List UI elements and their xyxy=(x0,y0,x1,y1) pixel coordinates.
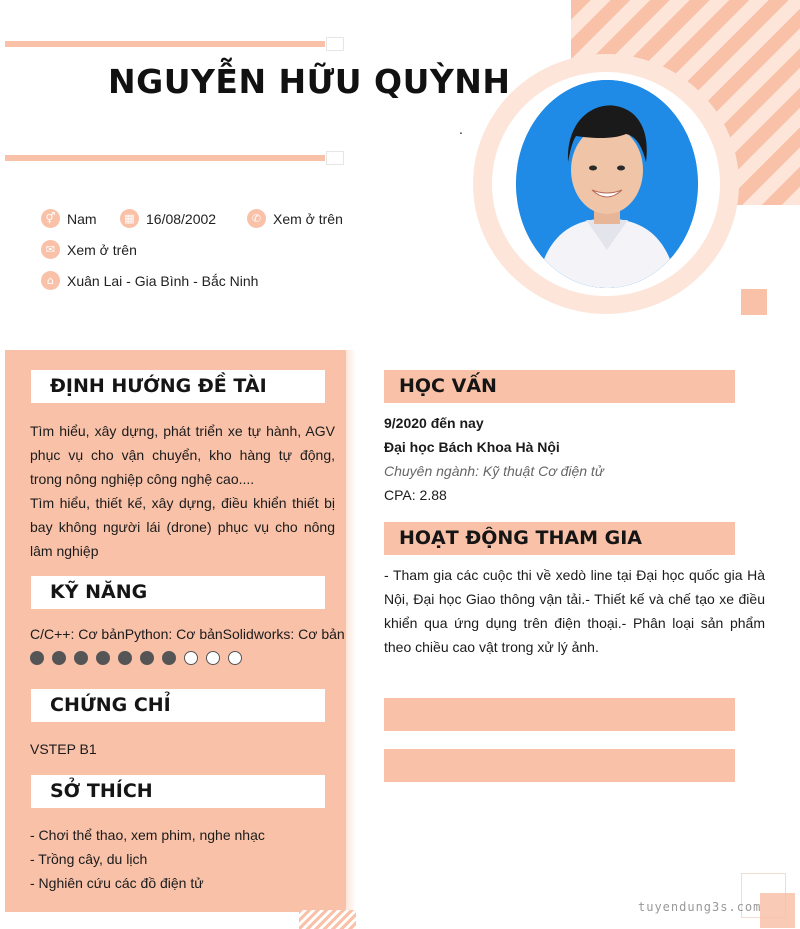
profile-photo xyxy=(516,80,698,288)
orientation-text: Tìm hiểu, xây dựng, phát triển xe tự hành, AGV phục vụ cho vận chuyển, kho hàng tự động, trong nông nghiệp công nghệ cao.... Tìm hiểu, thiết kế, xây dựng, điều khiển thiết bị bay không người lái (drone) phục vụ cho nông lâm nghiệp xyxy=(30,423,335,559)
decor-square-bottom xyxy=(760,893,795,928)
skill-dot xyxy=(184,651,198,665)
email-icon: ✉ xyxy=(41,240,60,259)
section-title-orientation: ĐỊNH HƯỚNG ĐỀ TÀI xyxy=(31,370,325,403)
skill-dot xyxy=(96,651,110,665)
info-phone-value: Xem ở trên xyxy=(273,210,343,227)
watermark: tuyendung3s.com xyxy=(638,900,762,914)
info-address xyxy=(41,271,258,290)
skill-level-rating xyxy=(30,651,242,665)
skill-dot xyxy=(118,651,132,665)
section-title-education: HỌC VẤN xyxy=(384,370,735,403)
decor-line-top-end xyxy=(326,37,344,51)
info-email xyxy=(41,240,137,259)
phone-icon: ✆ xyxy=(247,209,266,228)
hobby-item: - Trồng cây, du lịch xyxy=(30,851,148,867)
hobbies-list xyxy=(30,823,335,895)
left-column-edge xyxy=(346,350,356,912)
section-title-skills: KỸ NĂNG xyxy=(31,576,325,609)
education-school: Đại học Bách Khoa Hà Nội xyxy=(384,439,560,455)
hobby-item: - Nghiên cứu các đồ điện tử xyxy=(30,875,204,891)
education-major: Chuyên ngành: Kỹ thuật Cơ điện tử xyxy=(384,463,604,479)
skill-dot xyxy=(228,651,242,665)
section-title-activities: HOẠT ĐỘNG THAM GIA xyxy=(384,522,735,555)
info-gender xyxy=(41,209,97,228)
decor-line-bottom xyxy=(5,155,325,161)
info-gender-value: Nam xyxy=(67,210,97,227)
skill-dot xyxy=(162,651,176,665)
skill-dot xyxy=(74,651,88,665)
info-email-value: Xem ở trên xyxy=(67,241,137,258)
gender-icon: ⚥ xyxy=(41,209,60,228)
decor-line-top xyxy=(5,41,325,47)
info-address-value: Xuân Lai - Gia Bình - Bắc Ninh xyxy=(67,272,259,289)
section-title-certificates: CHỨNG CHỈ xyxy=(31,689,325,722)
info-phone xyxy=(247,209,343,228)
empty-section-bar xyxy=(384,698,735,731)
decor-stripes-bottom xyxy=(299,910,356,929)
section-title-hobbies: SỞ THÍCH xyxy=(31,775,325,808)
info-birthday-value: 16/08/2002 xyxy=(146,210,217,227)
education-period: 9/2020 đến nay xyxy=(384,415,484,431)
skill-dot xyxy=(140,651,154,665)
education-cpa: CPA: 2.88 xyxy=(384,487,447,503)
calendar-icon: ▦ xyxy=(120,209,139,228)
person-portrait-icon xyxy=(516,80,698,288)
info-birthday xyxy=(120,209,216,228)
skill-dot xyxy=(52,651,66,665)
certificates-text: VSTEP B1 xyxy=(30,741,97,757)
subtitle: . xyxy=(459,121,463,137)
home-icon: ⌂ xyxy=(41,271,60,290)
skills-text: C/C++: Cơ bảnPython: Cơ bảnSolidworks: Cơ bản xyxy=(30,626,345,642)
decor-line-bottom-end xyxy=(326,151,344,165)
hobby-item: - Chơi thể thao, xem phim, nghe nhạc xyxy=(30,827,265,843)
skill-dot xyxy=(30,651,44,665)
decor-square xyxy=(741,289,767,315)
activities-text: - Tham gia các cuộc thi về xedò line tại Đại học quốc gia Hà Nội, Đại học Giao thông vận tải.- Thiết kế và chế tạo xe điều khiển qua ứng dụng trên điện thoại.- Phân loại sản phẩm theo chiều cao vật trong xử lý ảnh. xyxy=(384,567,765,655)
skill-dot xyxy=(206,651,220,665)
empty-section-bar xyxy=(384,749,735,782)
candidate-name: NGUYỄN HỮU QUỲNH xyxy=(108,62,511,101)
